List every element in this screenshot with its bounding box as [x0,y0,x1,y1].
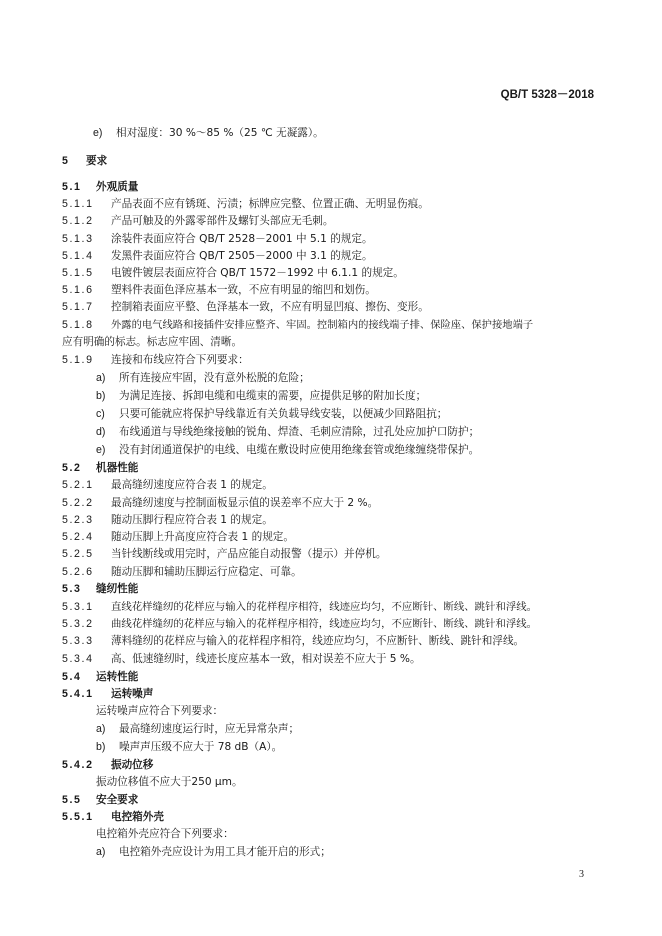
item-label: a) [96,846,106,858]
item-label: b) [96,741,106,753]
section-number: 5.2 [62,462,82,474]
section-title: 缝纫性能 [96,583,139,595]
section-number: 5 [62,155,70,167]
clause-text: 产品表面不应有锈斑、污渍；标牌应完整、位置正确、无明显伤痕。 [111,198,429,210]
clause-text: 外露的电气线路和接插件安排应整齐、牢固。控制箱内的接线端子排、保险座、保护接地端子 [111,319,534,331]
clause-text: 随动压脚和辅助压脚运行应稳定、可靠。 [111,566,302,578]
subsection-number: 5.4.2 [62,759,94,771]
paragraph-text: 电控箱外壳应符合下列要求： [96,828,234,840]
clause-text: 随动压脚行程应符合表 1 的规定。 [111,514,273,526]
clause-text: 曲线花样缝纫的花样应与输入的花样程序相符，线迹应均匀，不应断针、断线、跳针和浮线。 [111,618,538,630]
clause-text: 最高缝纫速度与控制面板显示值的误差率不应大于 2 %。 [111,497,379,509]
clause-number: 5.3.4 [62,653,94,665]
section-title: 要求 [86,155,108,167]
item-label: b) [96,390,106,402]
item-label: a) [96,723,106,735]
clause-number: 5.3.3 [62,635,94,647]
section-number: 5.4 [62,671,82,683]
item-label: c) [96,408,105,420]
clause-number: 5.1.4 [62,250,94,262]
section-title: 外观质量 [96,181,139,193]
subsection-title: 运转噪声 [111,688,154,700]
clause-text: 薄料缝纫的花样应与输入的花样程序相符，线迹应均匀，不应断针、断线、跳针和浮线。 [111,635,525,647]
clause-number: 5.1.8 [62,319,94,331]
item-label: e) [96,444,106,456]
clause-number: 5.1.7 [62,301,94,313]
section-number: 5.5 [62,794,82,806]
clause-text: 高、低速缝纫时，线迹长度应基本一致，相对误差不应大于 5 %。 [111,653,421,665]
item-text: 噪声声压级不应大于 78 dB（A）。 [119,741,283,753]
clause-number: 5.1.5 [62,267,94,279]
item-text: 布线通道与导线绝缘接触的锐角、焊渣、毛刺应清除，过孔处应加护口防护； [119,426,480,438]
clause-number: 5.1.9 [62,354,94,366]
clause-number: 5.2.3 [62,514,94,526]
clause-number: 5.3.1 [62,601,94,613]
clause-text-continued: 应有明确的标志。标志应牢固、清晰。 [62,336,243,348]
clause-number: 5.1.2 [62,215,94,227]
subsection-title: 电控箱外壳 [111,811,164,823]
item-label: d) [96,426,106,438]
clause-number: 5.2.4 [62,531,94,543]
section-title: 安全要求 [96,794,139,806]
item-text: 为满足连接、拆卸电缆和电缆束的需要，应提供足够的附加长度； [119,390,427,402]
item-text: 没有封闭通道保护的电线、电缆在敷设时应使用绝缘套管或绝缘缠绕带保护。 [119,444,480,456]
subsection-title: 振动位移 [111,759,154,771]
section-title: 机器性能 [96,462,139,474]
clause-text: 涂装件表面应符合 QB/T 2528－2001 中 5.1 的规定。 [111,233,373,245]
doc-code-header: QB/T 5328－2018 [500,89,594,101]
clause-text: 直线花样缝纫的花样应与输入的花样程序相符，线迹应均匀，不应断针、断线、跳针和浮线。 [111,601,538,613]
clause-number: 5.3.2 [62,618,94,630]
item-text: 所有连接应牢固，没有意外松脱的危险； [119,372,310,384]
item-text: 只要可能就应将保护导线靠近有关负载导线安装，以便减少回路阻抗； [119,408,448,420]
subsection-number: 5.5.1 [62,811,94,823]
clause-text: 随动压脚上升高度应符合表 1 的规定。 [111,531,294,543]
clause-number: 5.1.6 [62,284,94,296]
clause-text: 当针线断线或用完时，产品应能自动报警（提示）并停机。 [111,548,387,560]
section-number: 5.1 [62,181,82,193]
item-label: a) [96,372,106,384]
subsection-number: 5.4.1 [62,688,94,700]
item-label: e) [93,127,103,139]
section-number: 5.3 [62,583,82,595]
clause-text: 产品可触及的外露零部件及螺钉头部应无毛刺。 [111,215,334,227]
clause-text: 发黑件表面应符合 QB/T 2505－2000 中 3.1 的规定。 [111,250,373,262]
item-text: 相对湿度：30 %～85 %（25 ℃ 无凝露）。 [116,127,324,139]
clause-number: 5.2.5 [62,548,94,560]
item-text: 最高缝纫速度运行时，应无异常杂声； [119,723,300,735]
clause-text: 电镀件镀层表面应符合 QB/T 1572－1992 中 6.1.1 的规定。 [111,267,404,279]
paragraph-text: 运转噪声应符合下列要求： [96,705,224,717]
page-number: 3 [579,869,584,880]
clause-text: 塑料件表面色泽应基本一致，不应有明显的缩凹和划伤。 [111,284,376,296]
clause-number: 5.1.1 [62,198,94,210]
clause-number: 5.2.1 [62,479,94,491]
clause-text: 连接和布线应符合下列要求： [111,354,249,366]
clause-number: 5.2.2 [62,497,94,509]
section-title: 运转性能 [96,671,139,683]
item-text: 电控箱外壳应设计为用工具才能开启的形式； [119,846,331,858]
clause-text: 控制箱表面应平整、色泽基本一致，不应有明显凹痕、擦伤、变形。 [111,301,429,313]
clause-text: 最高缝纫速度应符合表 1 的规定。 [111,479,273,491]
clause-number: 5.2.6 [62,566,94,578]
paragraph-text: 振动位移值不应大于250 μm。 [96,776,243,788]
clause-number: 5.1.3 [62,233,94,245]
